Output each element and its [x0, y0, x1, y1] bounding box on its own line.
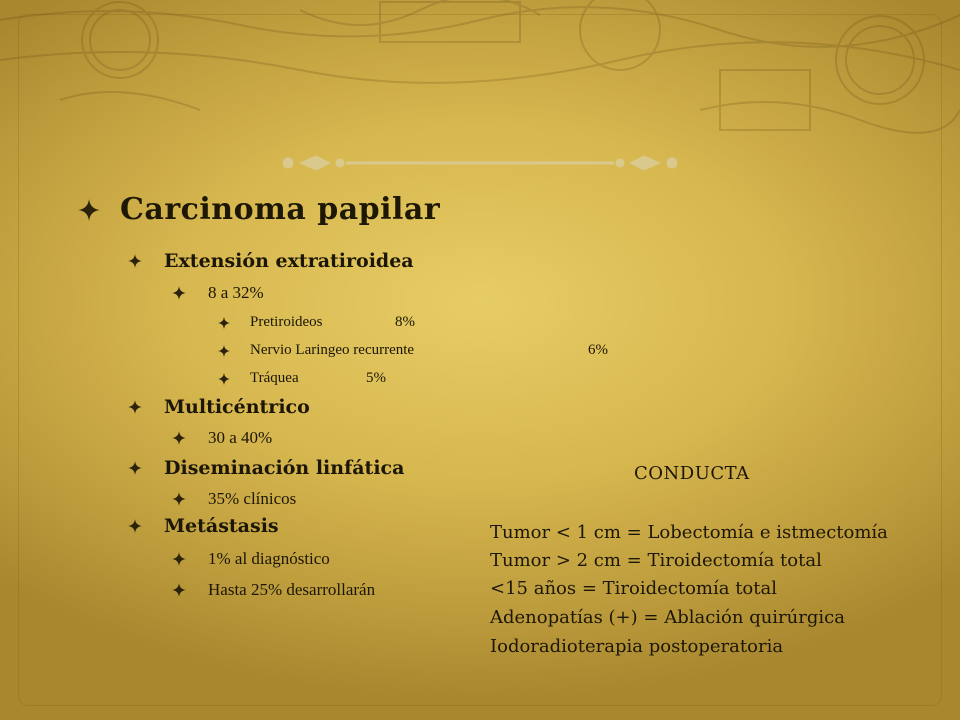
bullet-extension	[128, 250, 414, 272]
star-bullet-icon	[218, 345, 230, 357]
bullet-pretiroideos	[218, 314, 323, 331]
bullet-text: Diseminación linfática	[164, 457, 405, 479]
slide-frame	[18, 14, 942, 706]
title-row	[78, 192, 440, 227]
bullet-text: 8 a 32%	[208, 283, 264, 302]
bullet-value: 8%	[395, 314, 415, 330]
ornament-divider-icon	[278, 146, 682, 180]
bullet-text: Nervio Laringeo recurrente	[250, 342, 415, 358]
star-bullet-icon	[128, 461, 142, 475]
bullet-value: 5%	[366, 370, 386, 386]
star-bullet-icon	[172, 286, 186, 300]
bullet-text: Extensión extratiroidea	[164, 250, 414, 272]
bullet-text: 1% al diagnóstico	[208, 549, 330, 568]
star-bullet-icon	[128, 254, 142, 268]
bullet-diseminacion-clinicos	[172, 489, 296, 509]
conducta-line: Adenopatías (+) = Ablación quirúrgica	[490, 607, 845, 628]
bullet-metastasis	[128, 515, 279, 537]
bullet-nervio	[218, 342, 414, 359]
star-bullet-icon	[172, 583, 186, 597]
star-bullet-icon	[172, 492, 186, 506]
conducta-line: Iodoradioterapia postoperatoria	[490, 636, 784, 657]
bullet-multicentrico-range	[172, 428, 272, 448]
bullet-text: 35% clínicos	[208, 489, 297, 508]
bullet-text: Pretiroideos	[250, 314, 323, 330]
bullet-value: 6%	[588, 342, 608, 358]
star-bullet-icon	[128, 400, 142, 414]
bullet-metastasis-desarrollaran	[172, 580, 375, 600]
bullet-text: Hasta 25% desarrollarán	[208, 580, 376, 599]
bullet-text: Multicéntrico	[164, 396, 310, 418]
bullet-diseminacion	[128, 457, 404, 479]
conducta-heading: CONDUCTA	[634, 463, 750, 484]
bullet-text: Metástasis	[164, 515, 279, 537]
bullet-text: 30 a 40%	[208, 428, 273, 447]
bullet-metastasis-diagnostico	[172, 549, 330, 569]
star-bullet-icon	[218, 317, 230, 329]
slide-title: Carcinoma papilar	[120, 192, 441, 227]
bullet-text: Tráquea	[250, 370, 299, 386]
star-bullet-icon	[78, 199, 100, 221]
conducta-line: Tumor < 1 cm = Lobectomía e istmectomía	[490, 522, 888, 543]
bullet-traquea	[218, 370, 299, 387]
bullet-multicentrico	[128, 396, 310, 418]
bullet-extension-range	[172, 283, 264, 303]
star-bullet-icon	[172, 431, 186, 445]
star-bullet-icon	[172, 552, 186, 566]
star-bullet-icon	[128, 519, 142, 533]
conducta-line: Tumor > 2 cm = Tiroidectomía total	[490, 550, 822, 571]
conducta-line: <15 años = Tiroidectomía total	[490, 578, 777, 599]
star-bullet-icon	[218, 373, 230, 385]
